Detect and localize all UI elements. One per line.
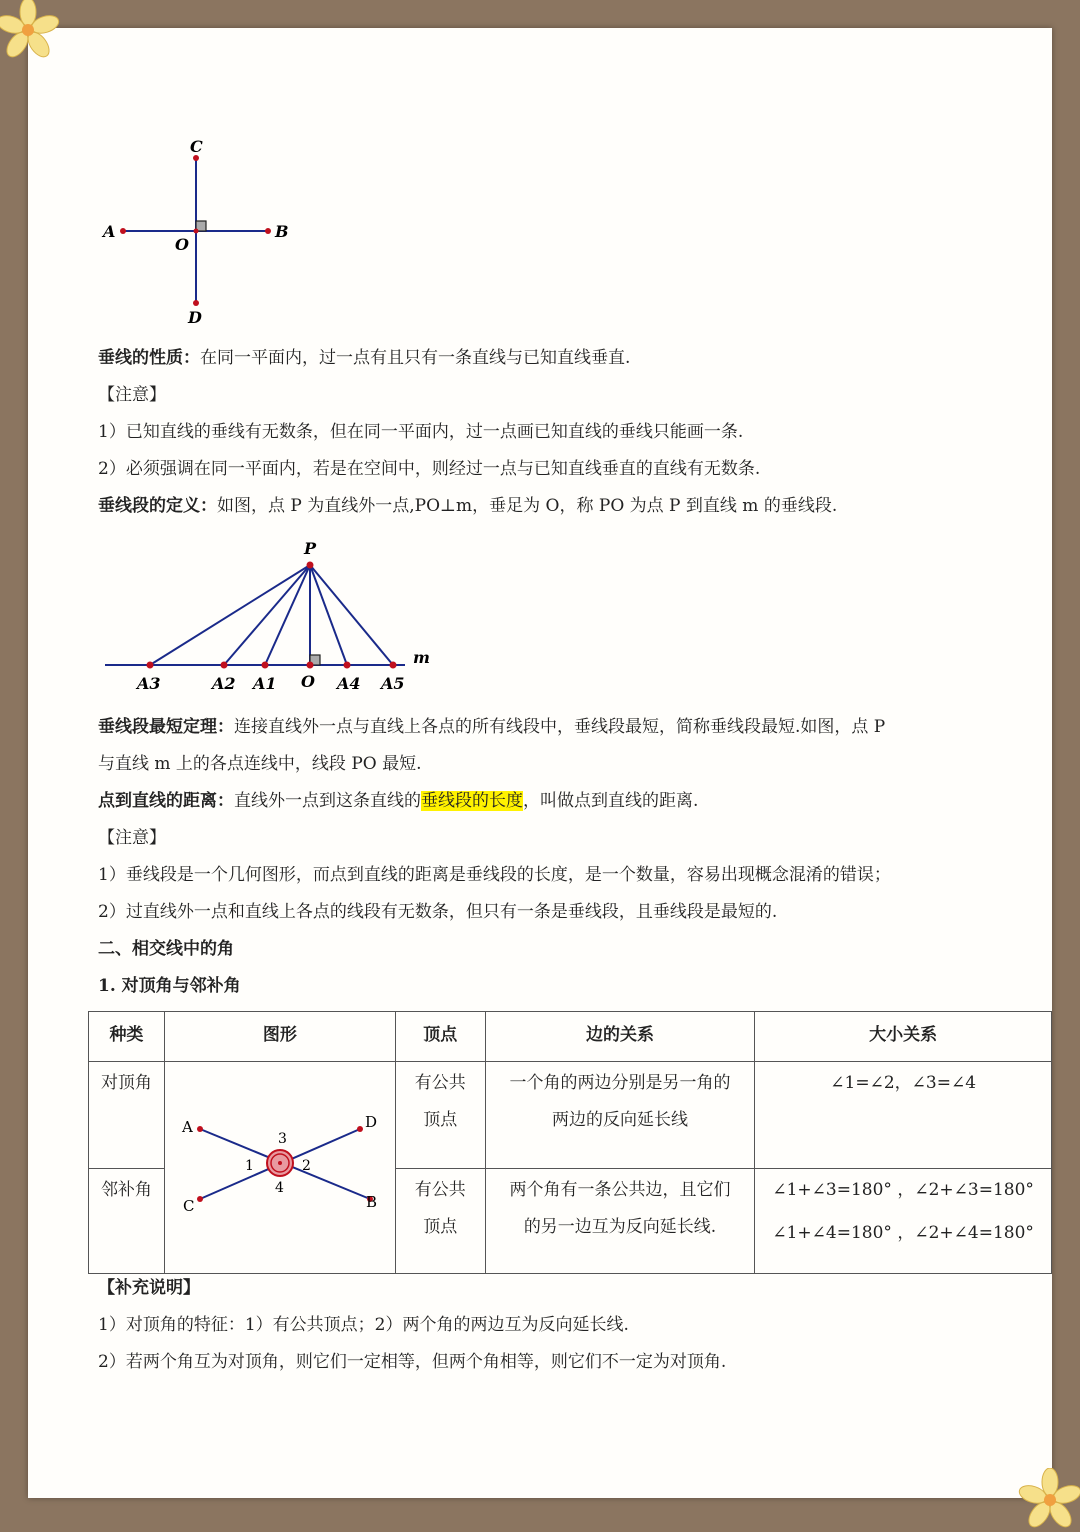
note-item: 2）过直线外一点和直线上各点的线段有无数条，但只有一条是垂线段，且垂线段是最短的. — [98, 902, 778, 922]
label-a4: A4 — [337, 674, 361, 693]
table-header: 大小关系 — [755, 1012, 1052, 1062]
label-p: P — [304, 539, 317, 558]
perp-segment-def-label: 垂线段的定义： — [98, 496, 217, 516]
label-a3: A3 — [137, 674, 161, 693]
vertical-angles-figure — [167, 1110, 392, 1220]
label-a5: A5 — [381, 674, 405, 693]
angle-label-4: 4 — [275, 1180, 285, 1196]
perp-property-label: 垂线的性质： — [98, 348, 200, 368]
table-cell-figure — [164, 1062, 395, 1274]
shortest-segment-figure — [100, 535, 440, 700]
angle-comparison-table — [88, 1011, 1052, 1274]
label-b: B — [275, 222, 289, 241]
distance-def-label: 点到直线的距离： — [98, 791, 234, 811]
label-a2: A2 — [212, 674, 236, 693]
angle-label-1: 1 — [245, 1158, 255, 1174]
table-cell-vertex: 有公共 顶点 — [395, 1169, 485, 1274]
label-b: B — [366, 1193, 378, 1211]
perp-property-line — [98, 346, 630, 370]
note-item: 1）垂线段是一个几何图形，而点到直线的距离是垂线段的长度，是一个数量，容易出现概念混淆的错误； — [98, 865, 891, 885]
perp-segment-def-text: 如图，点 P 为直线外一点,PO⊥m，垂足为 O，称 PO 为点 P 到直线 m 的垂线段. — [217, 496, 838, 516]
label-c: C — [183, 1197, 195, 1215]
table-cell-kind: 邻补角 — [89, 1169, 165, 1274]
label-o: O — [301, 672, 315, 691]
angle-label-2: 2 — [302, 1158, 312, 1174]
shortest-theorem-text: 连接直线外一点与直线上各点的所有线段中，垂线段最短，简称垂线段最短.如图，点 P — [234, 717, 886, 737]
section-heading: 二、相交线中的角 — [98, 939, 234, 959]
perpendicular-figure — [95, 130, 305, 330]
table-header-row — [89, 1012, 1052, 1062]
perp-segment-def-line — [98, 494, 837, 518]
note-item: 2）必须强调在同一平面内，若是在空间中，则经过一点与已知直线垂直的直线有无数条. — [98, 459, 761, 479]
table-cell-sides: 一个角的两边分别是另一角的 两边的反向延长线 — [485, 1062, 755, 1169]
distance-def-line — [98, 789, 698, 813]
table-cell-sides: 两个角有一条公共边，且它们 的另一边互为反向延长线. — [485, 1169, 755, 1274]
angle-label-3: 3 — [278, 1131, 288, 1147]
shortest-theorem-line-2: 与直线 m 上的各点连线中，线段 PO 最短. — [98, 754, 422, 774]
label-a: A — [103, 222, 116, 241]
supplement-item: 1）对顶角的特征：1）有公共顶点；2）两个角的两边互为反向延长线. — [98, 1315, 629, 1335]
label-d: D — [188, 308, 202, 327]
shortest-theorem-line — [98, 715, 885, 739]
note-item: 1）已知直线的垂线有无数条，但在同一平面内，过一点画已知直线的垂线只能画一条. — [98, 422, 744, 442]
subsection-heading: 1. 对顶角与邻补角 — [98, 976, 241, 996]
table-header: 种类 — [89, 1012, 165, 1062]
table-header: 图形 — [164, 1012, 395, 1062]
label-c: C — [190, 137, 203, 156]
note-heading: 【注意】 — [98, 828, 166, 848]
table-row — [89, 1062, 1052, 1169]
distance-def-text-end: ，叫做点到直线的距离. — [523, 791, 699, 811]
label-d: D — [365, 1113, 378, 1131]
perp-property-text: 在同一平面内，过一点有且只有一条直线与已知直线垂直. — [200, 348, 631, 368]
table-header: 边的关系 — [485, 1012, 755, 1062]
highlighted-term: 垂线段的长度 — [421, 791, 523, 811]
table-cell-size: ∠1+∠3=180° ，∠2+∠3=180° ∠1+∠4=180° ，∠2+∠4=180° — [755, 1169, 1052, 1274]
supplement-item: 2）若两个角互为对顶角，则它们一定相等，但两个角相等，则它们不一定为对顶角. — [98, 1352, 727, 1372]
label-a: A — [182, 1118, 194, 1136]
label-a1: A1 — [253, 674, 277, 693]
distance-def-text: 直线外一点到这条直线的 — [234, 791, 421, 811]
flower-decoration-icon — [0, 0, 60, 62]
table-header: 顶点 — [395, 1012, 485, 1062]
shortest-theorem-label: 垂线段最短定理： — [98, 717, 234, 737]
note-heading: 【注意】 — [98, 385, 166, 405]
supplement-heading: 【补充说明】 — [98, 1278, 200, 1298]
table-cell-size: ∠1=∠2，∠3=∠4 — [755, 1062, 1052, 1169]
label-m: m — [413, 648, 430, 667]
label-o: O — [175, 235, 189, 254]
table-cell-kind: 对顶角 — [89, 1062, 165, 1169]
table-cell-vertex: 有公共 顶点 — [395, 1062, 485, 1169]
flower-decoration-icon — [1018, 1468, 1080, 1532]
